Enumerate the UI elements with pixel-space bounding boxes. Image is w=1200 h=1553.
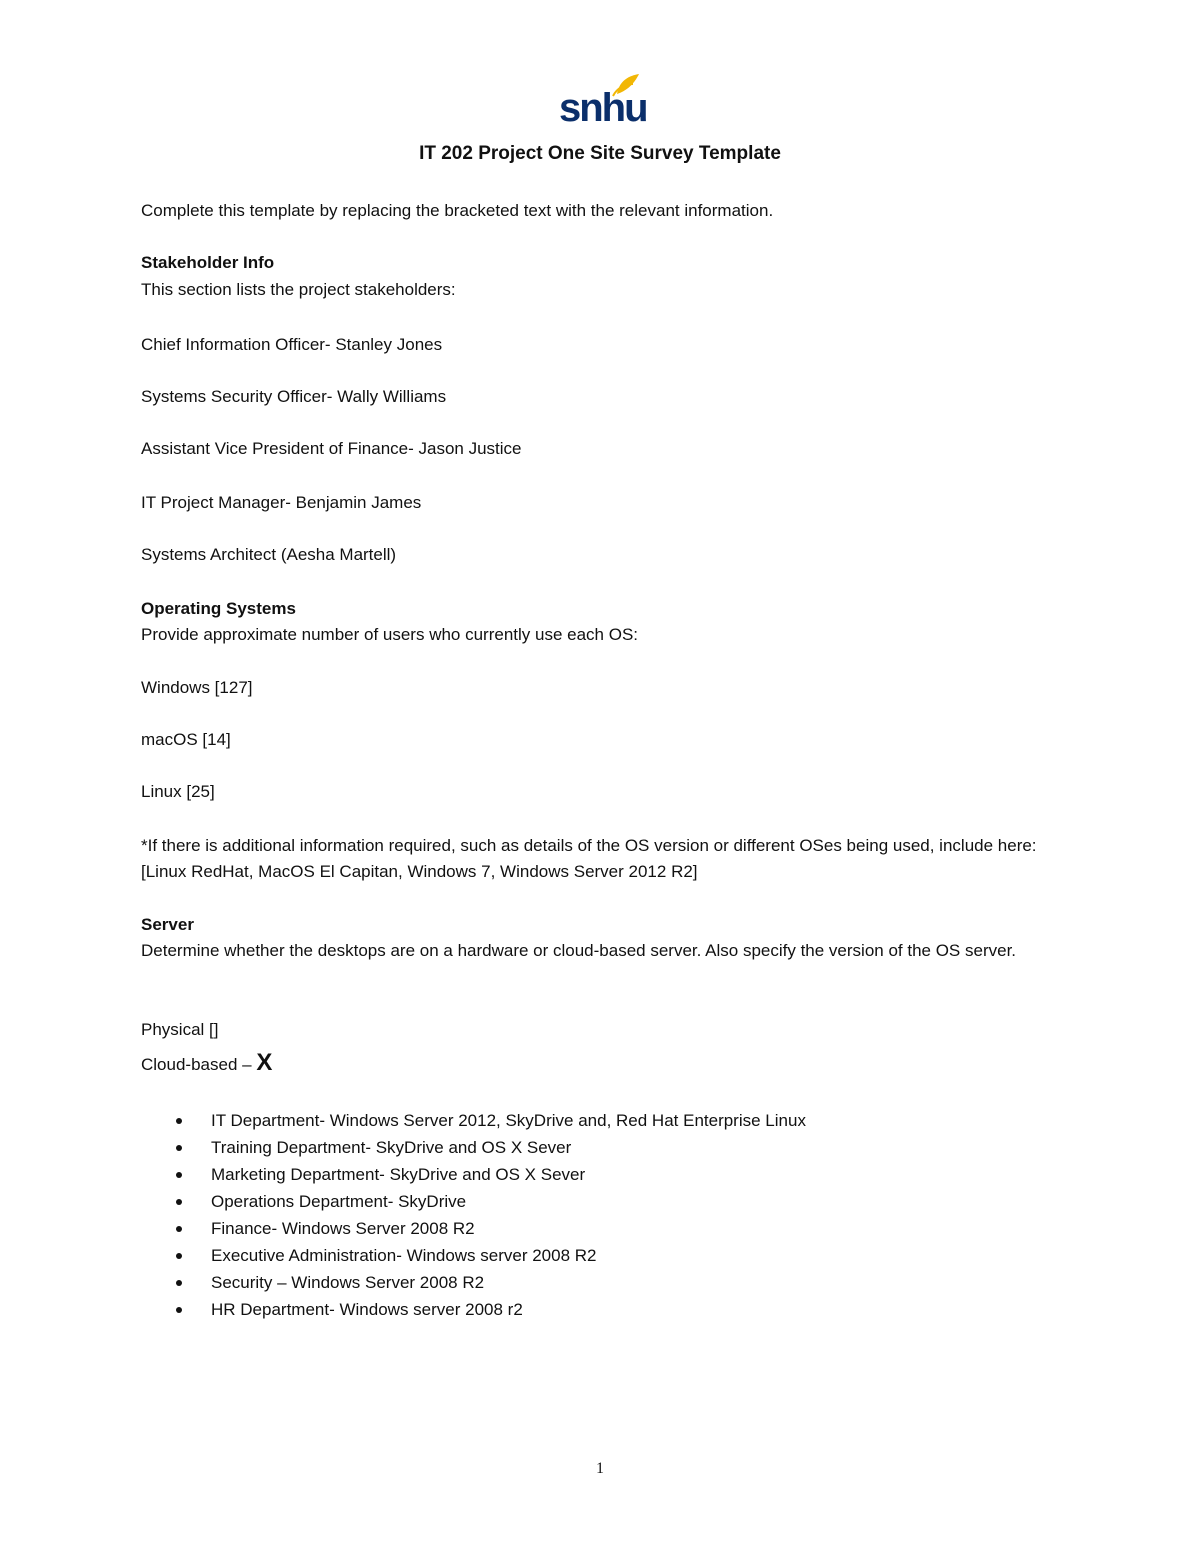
department-list [141, 1108, 806, 1324]
stakeholder-item: Chief Information Officer- Stanley Jones [141, 335, 443, 354]
bullet-icon [176, 1307, 182, 1313]
intro-text: Complete this template by replacing the bracketed text with the relevant information. [141, 201, 774, 220]
snhu-logo [555, 72, 645, 134]
bullet-icon [176, 1253, 182, 1259]
server-heading: Server [141, 915, 194, 934]
stakeholder-item: Systems Security Officer- Wally Williams [141, 387, 447, 406]
bullet-icon [176, 1199, 182, 1205]
bullet-icon [176, 1226, 182, 1232]
list-item: Marketing Department- SkyDrive and OS X Sever [141, 1162, 806, 1189]
stakeholder-item: IT Project Manager- Benjamin James [141, 493, 422, 512]
list-item: Security – Windows Server 2008 R2 [141, 1270, 806, 1297]
bullet-icon [176, 1145, 182, 1151]
server-physical: Physical [] [141, 1020, 219, 1039]
server-cloud-label: Cloud-based – [141, 1055, 252, 1074]
os-macos: macOS [14] [141, 730, 231, 749]
os-additional-info: *If there is additional information required, such as details of the OS version or different OSes being used, include here: [Linux RedHat, MacOS El Capitan, Windows 7, Windows Server 2012 R2] [141, 836, 1037, 881]
bullet-icon [176, 1172, 182, 1178]
stakeholder-item: Assistant Vice President of Finance- Jason Justice [141, 439, 522, 458]
logo-text: snhu [559, 86, 647, 130]
os-windows: Windows [127] [141, 678, 253, 697]
document-title: IT 202 Project One Site Survey Template [419, 143, 781, 164]
stakeholder-item: Systems Architect (Aesha Martell) [141, 545, 397, 564]
server-cloud-row [141, 1050, 272, 1078]
stakeholder-heading: Stakeholder Info [141, 253, 275, 272]
os-description: Provide approximate number of users who currently use each OS: [141, 625, 639, 644]
list-item: Executive Administration- Windows server 2008 R2 [141, 1243, 806, 1270]
bullet-icon [176, 1118, 182, 1124]
os-heading: Operating Systems [141, 599, 296, 618]
list-item: Operations Department- SkyDrive [141, 1189, 806, 1216]
stakeholder-description: This section lists the project stakeholders: [141, 280, 456, 299]
bullet-icon [176, 1280, 182, 1286]
list-item: Training Department- SkyDrive and OS X Sever [141, 1135, 806, 1162]
page-number: 1 [596, 1460, 604, 1477]
list-item: Finance- Windows Server 2008 R2 [141, 1216, 806, 1243]
os-linux: Linux [25] [141, 782, 215, 801]
list-item: HR Department- Windows server 2008 r2 [141, 1297, 806, 1324]
server-cloud-mark: X [256, 1049, 273, 1076]
server-description: Determine whether the desktops are on a hardware or cloud-based server. Also specify the version of the OS server. [141, 941, 1017, 960]
list-item: IT Department- Windows Server 2012, SkyDrive and, Red Hat Enterprise Linux [141, 1108, 806, 1135]
